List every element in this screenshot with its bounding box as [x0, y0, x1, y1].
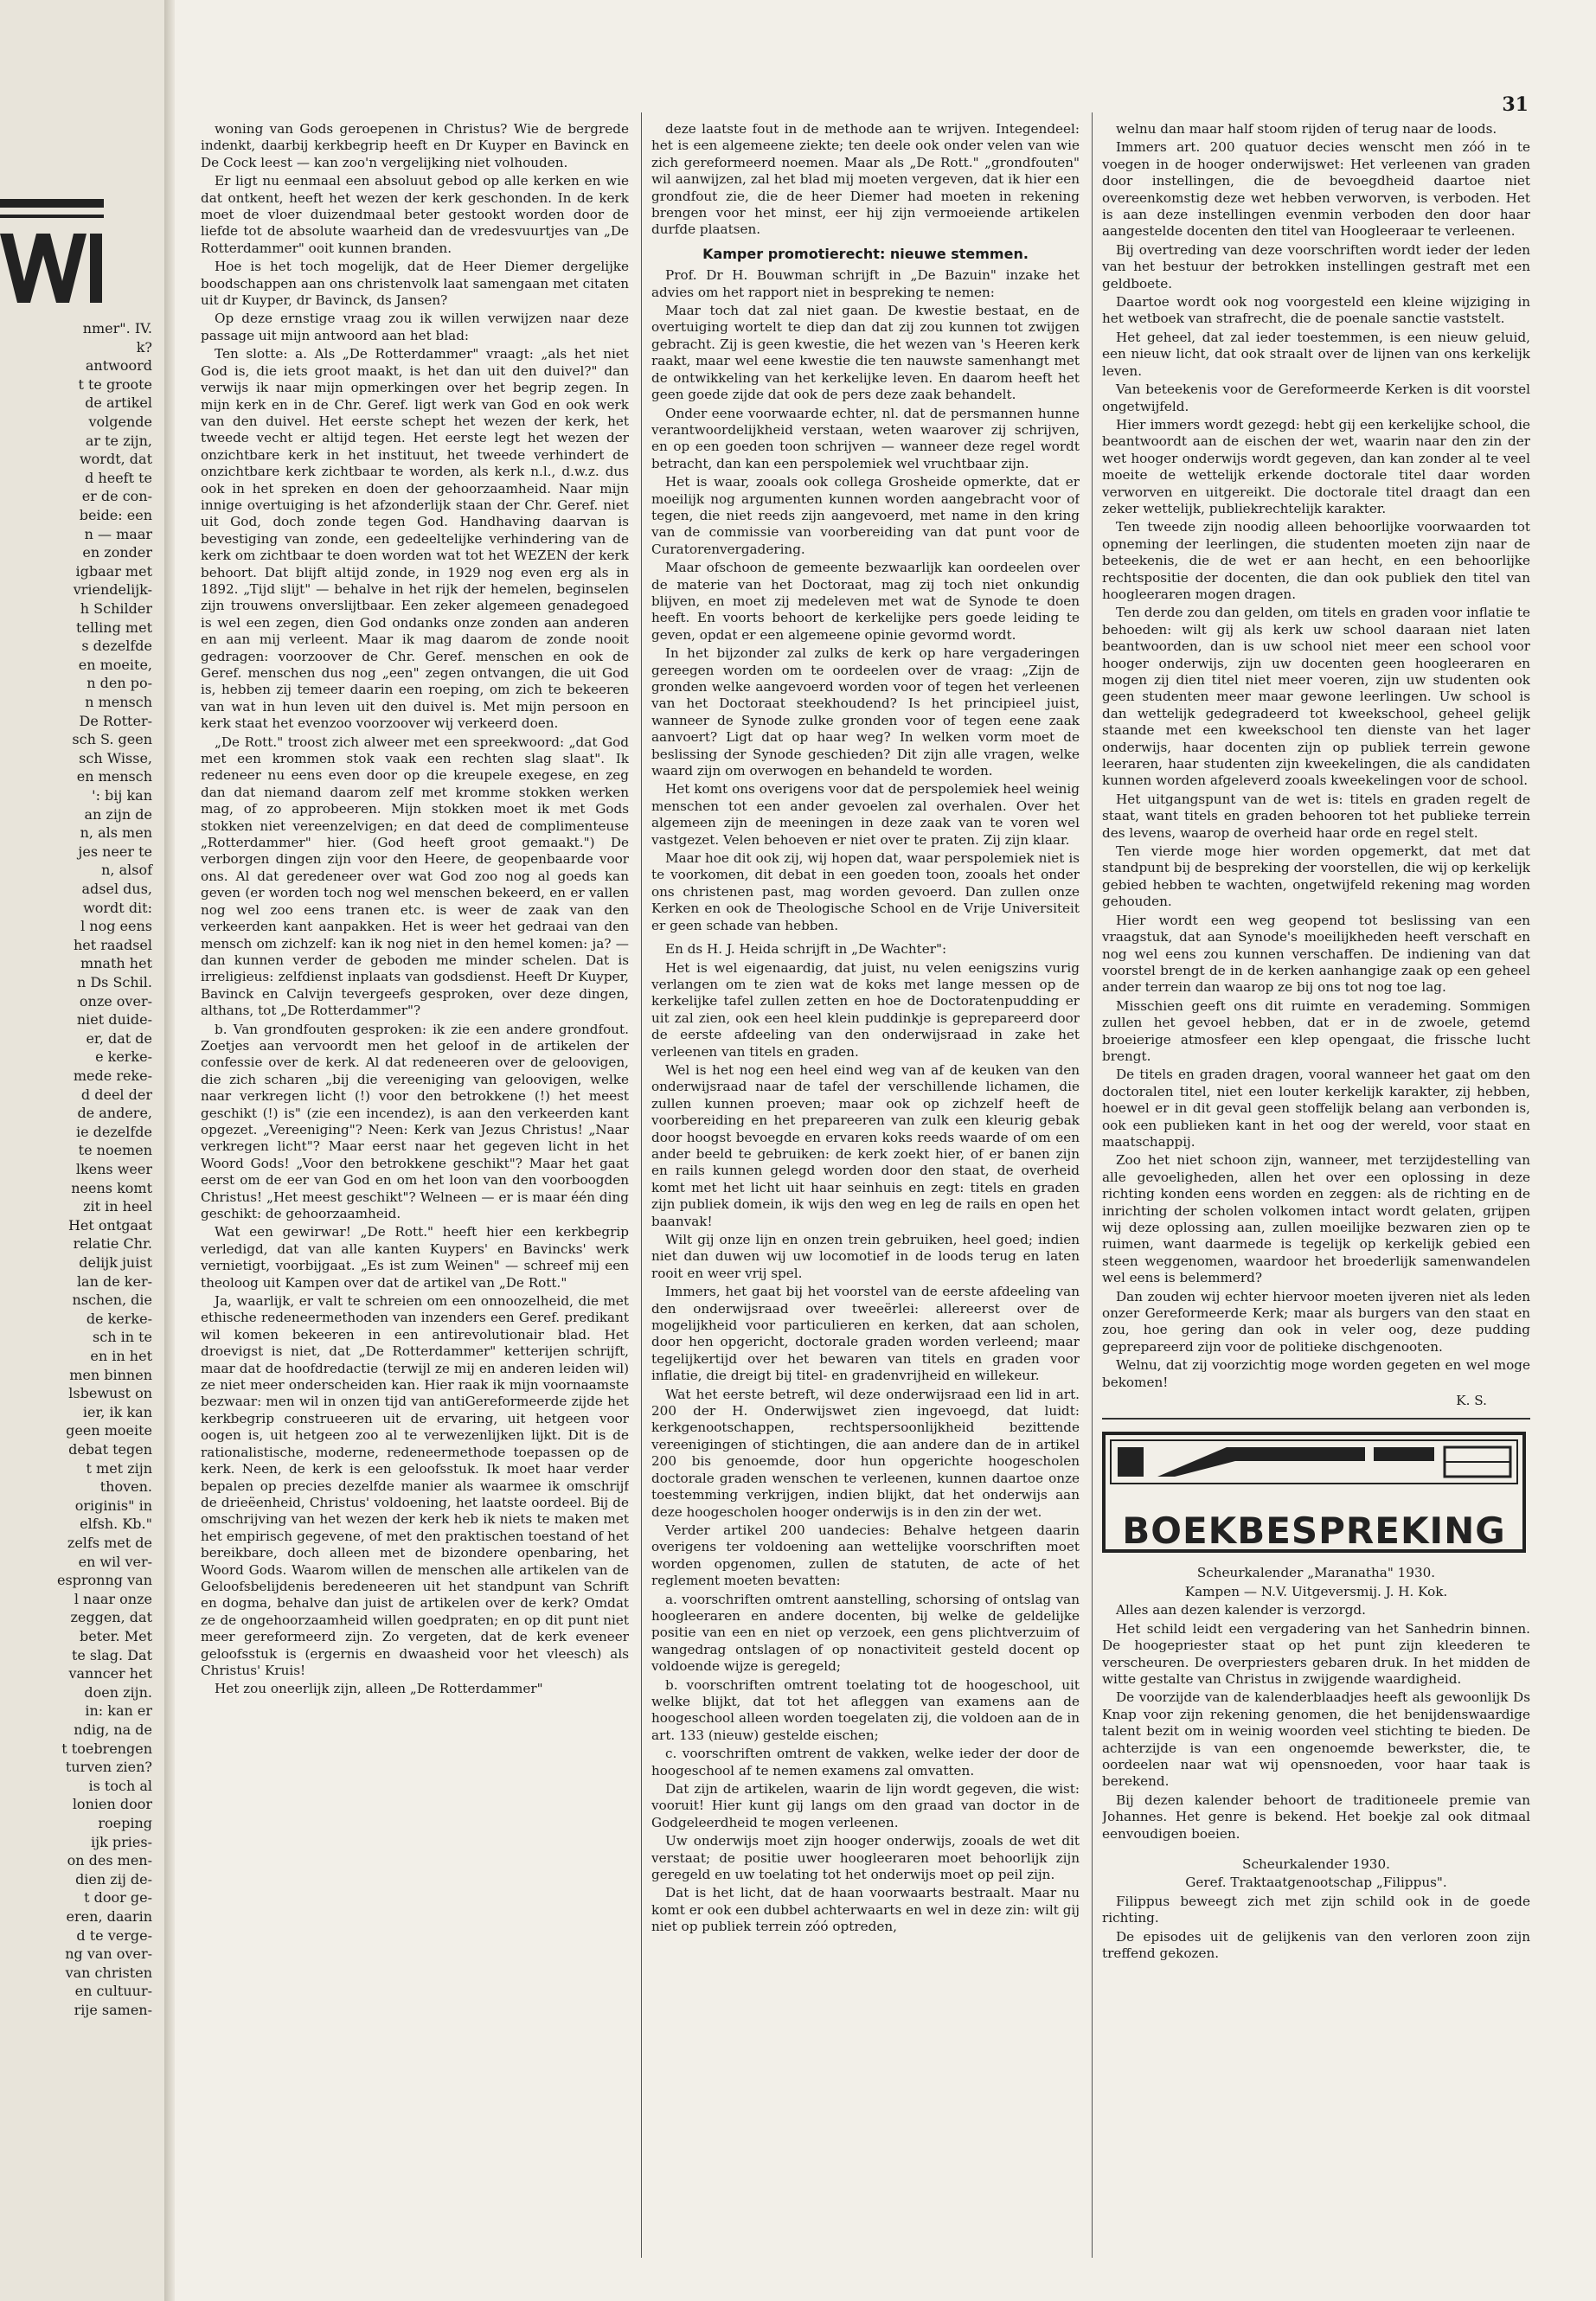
prev-page-line: lsbewust on	[68, 1385, 152, 1402]
prev-page-line: en cultuur-	[74, 1983, 152, 2000]
prev-page-line: mnath het	[80, 955, 152, 972]
prev-page-line: thoven.	[99, 1478, 152, 1496]
masthead-logo-fragment	[0, 199, 104, 311]
prev-page-line: te noemen	[78, 1142, 152, 1159]
paragraph: Het zou oneerlijk zijn, alleen „De Rotterdammer"	[215, 1681, 543, 1697]
prev-page-line: Het ontgaat	[67, 1216, 152, 1234]
paragraph: Immers, het gaat bij het voorstel van de eerste afdeeling van den onderwijsraad over tweeërlei: allereerst over de mogelijkheid voor particulieren en kerken, dat aan scholen, door hen opgericht, doctorale graden worden verleend; maar tegelijkertijd over het bewaren van titels en graden voor inflatie, die dreigt bij titel- en gradenvrijheid en willekeur.	[651, 1284, 1080, 1384]
paragraph: Op deze ernstige vraag zou ik willen verwijzen naar deze passage uit mijn antwoord aan het blad:	[201, 311, 629, 343]
paragraph: Immers art. 200 quatuor decies wenscht men zóó in te voegen in de hooger onderwijswet: Het verleenen van graden door instellingen, die de bevoegdheid daartoe niet overeenkomstig deze wet hebben verworven, is verboden. Het is aan deze instellingen evenmin verboden den door haar aangestelde docenten den titel van Hoogleeraar te verleenen.	[1102, 139, 1530, 240]
quote-intro: En ds H. J. Heida schrijft in „De Wachter":	[665, 941, 947, 958]
prev-page-line: turven zien?	[65, 1759, 152, 1776]
review-publisher: Kampen — N.V. Uitgeversmij. J. H. Kok.	[1184, 1583, 1448, 1599]
banner-title: BOEKBESPREKING	[1122, 1509, 1506, 1553]
review-title: Scheurkalender „Maranatha" 1930.	[1196, 1565, 1436, 1581]
review-publisher: Geref. Traktaatgenootschap „Filippus".	[1185, 1875, 1447, 1891]
prev-page-line: igbaar met	[75, 562, 152, 580]
prev-page-line: on des men-	[67, 1852, 152, 1869]
prev-page-line: ie dezelfde	[75, 1123, 152, 1140]
column-3	[1102, 121, 1530, 2266]
paragraph: Bij dezen kalender behoort de traditioneele premie van Johannes. Het genre is bekend. Het boekje zal ook ditmaal eenvoudigen boeien.	[1102, 1791, 1530, 1842]
prev-page-line: onze over-	[79, 992, 152, 1009]
prev-page-line: nschen, die	[72, 1292, 152, 1309]
prev-page-line: vanncer het	[68, 1665, 152, 1682]
prev-page-line: er, dat de	[86, 1029, 152, 1047]
paragraph: Welnu, dat zij voorzichtig moge worden gegeten en wel moge bekomen!	[1102, 1357, 1530, 1390]
prev-page-line: ng van over-	[65, 1945, 152, 1963]
newspaper-page	[175, 0, 1596, 2301]
prev-page-line: neens komt	[71, 1179, 152, 1196]
paragraph: De episodes uit de gelijkenis van den verloren zoon zijn treffend gekozen.	[1102, 1928, 1530, 1961]
paragraph: Ten derde zou dan gelden, om titels en graden voor inflatie te behoeden: wilt gij als kerk uw school daaraan niet laten beantwoorden, dan is uw school niet meer een school voor hooger onderwijs, zijn uw docenten geen hoogleeraren en mogen zij dien titel niet meer voeren, zijn uw studenten ook geen studenten meer maar gewone leerlingen. Uw school is dan wettelijk gedegradeerd tot kweekschool, geheel gelijk staande met een kweekschool ten dienste van het lager onderwijs, haar docenten zijn op publiek terrein gewone leeraren, haar studenten zijn kweekelingen, die als candidaten kunnen worden afgeleverd zooals kweekelingen voor de school.	[1102, 605, 1530, 789]
prev-page-line: n, als men	[80, 824, 152, 842]
prev-page-line: h Schilder	[80, 600, 152, 617]
prev-page-line: zeggen, dat	[70, 1609, 152, 1626]
prev-page-line: van christen	[65, 1964, 152, 1981]
prev-page-line: k?	[136, 338, 152, 356]
prev-page-line: n, alsof	[101, 862, 152, 879]
prev-page-line: doen zijn.	[84, 1683, 152, 1701]
prev-page-line: dien zij de-	[75, 1870, 152, 1888]
paragraph: b. Van grondfouten gesproken: ik zie een andere grondfout. Zoetjes aan vervoordt men het geloof in de artikelen der confessie over de kerk. Al dat redeneeren over de geloovigen, die zich scharen „bij die vereeniging van geloovigen, welke naar verkregen licht (!) voor den betrokkene (!) het meest geschikt (!) is" (zie een incendez), is aan den verkeerden kant opgezet. „Vereeniging"? Neen: Kerk van Jezus Christus! „Naar verkregen licht"? Maar eerst naar het gegeven licht in het Woord Gods! „Voor den betrokkene geschikt"? Maar het gaat eerst om de eer van God en om het loon van den voorboogden Christus! „Het meest geschikt"? Welneen — er is maar één ding geschikt: de gehoorzaamheid.	[201, 1021, 629, 1221]
prev-page-line: espronng van	[56, 1572, 152, 1589]
prev-page-line: eren, daarin	[66, 1908, 152, 1925]
review-title: Scheurkalender 1930.	[1242, 1856, 1390, 1872]
prev-page-line: t met zijn	[86, 1459, 152, 1477]
paragraph: Maar toch dat zal niet gaan. De kwestie bestaat, en de overtuiging wortelt te diep dan dat zij zou kunnen tot zwijgen gebracht. Zij is geen kwestie, die het wezen van 's Heeren kerk raakt, maar wel eene kwestie die ten nauwste samenhangt met de ontwikkeling van het kerkelijke leven. En daarom heeft het geen goede zijde dat ook de pers deze zaak behandelt.	[651, 303, 1080, 403]
prev-page-line: n Ds Schil.	[76, 974, 152, 990]
prev-page-line: debat tegen	[68, 1441, 152, 1458]
paragraph: Wat een gewirwar! „De Rott." heeft hier een kerkbegrip verledigd, dat van alle kanten Kuypers' en Bavincks' werk vernietigt, voorbijgaat. „Es ist zum Weinen" — schreef mij een theoloog uit Kampen over dat de artikel van „De Rott."	[201, 1224, 629, 1291]
prev-page-line: rije samen-	[74, 2002, 152, 2018]
prev-page-line: en mensch	[76, 768, 152, 785]
prev-page-line: n mensch	[85, 694, 152, 710]
prev-page-line: en wil ver-	[78, 1553, 152, 1570]
paragraph: Wilt gij onze lijn en onzen trein gebruiken, heel goed; indien niet dan duwen wij uw locomotief in de loods terug en laten rooit en weer vrij spel.	[651, 1232, 1080, 1281]
paragraph: Het schild leidt een vergadering van het Sanhedrin binnen. De hoogepriester staat op het punt zijn kleederen te verscheuren. De overpriesters gebaren druk. In het midden de witte gestalte van Christus in zwijgende waardigheid.	[1102, 1620, 1530, 1687]
book-review-1	[1102, 1565, 1530, 1843]
paragraph: Alles aan dezen kalender is verzorgd.	[1116, 1602, 1366, 1618]
prev-page-line: sch S. geen	[72, 731, 152, 748]
paragraph: Hier immers wordt gezegd: hebt gij een kerkelijke school, die beantwoordt aan de eischen der wet, waarin naar den zin der wet hooger onderwijs wordt gegeven, dan kan zonder al te veel moeite de wettelijk erkende doctorale titel daar worden verworven en uitgereikt. Die doctorale titel draagt dan een zeker wettelijk, publiekrechtelijk karakter.	[1102, 416, 1530, 516]
prev-page-line: l naar onze	[74, 1590, 152, 1607]
paragraph: Prof. Dr H. Bouwman schrijft in „De Bazuin" inzake het advies om het rapport niet in bespreking te nemen:	[651, 267, 1080, 300]
paragraph: Het uitgangspunt van de wet is: titels en graden regelt de staat, want titels en graden behooren tot het publieke terrein des levens, waarop de overheid haar orde en regel stelt.	[1102, 791, 1530, 841]
prev-page-line: lonien door	[72, 1796, 152, 1813]
prev-page-line: wordt, dat	[79, 451, 152, 468]
column-rule	[1092, 112, 1093, 2258]
prev-page-line: lkens weer	[75, 1161, 152, 1177]
paragraph: De titels en graden dragen, vooral wanneer het gaat om den doctoralen titel, niet een louter kerkelijk karakter, zij hebben, hoewel er in dit geval geen stoffelijk belang aan verbonden is, ook een publieken kant in het oog der wereld, voor staat en maatschappij.	[1102, 1067, 1530, 1150]
paragraph: Wel is het nog een heel eind weg van af de keuken van den onderwijsraad naar de tafel der verschillende lichamen, die zullen kunnen proeven; maar ook op zichzelf heeft de voorbereiding en het prepareeren van zulk een kleurig gebak door hoogst bevoegde en ervaren koks reeds waarde of om een ander beeld te gebruiken: de kerk zoekt hier, of er banen zijn en rails kunnen gelegd worden door den staat, de overheid komt met het licht uit haar seinhuis en zegt: titels en graden zijn publiek domein, ik wijs den weg en leg de rails en open het baanvak!	[651, 1061, 1080, 1229]
paragraph: Maar ofschoon de gemeente bezwaarlijk kan oordeelen over de materie van het Doctoraat, mag zij toch niet onkundig blijven, en moet zij medeleven met wat de Synode te doen heeft. En voorts behoort de kerkelijke pers goede leiding te geven, opdat er een algemeene opinie gevormd wordt.	[651, 560, 1080, 643]
prev-page-line: ndig, na de	[74, 1721, 152, 1738]
prev-page-line: t te groote	[78, 375, 152, 393]
paragraph: Er ligt nu eenmaal een absoluut gebod op alle kerken en wie dat ontkent, heeft het wezen der kerk geschonden. In de kerk moet de vloer duizendmaal beter gestookt worden door de liefde tot de absolute waarheid dan de vredesvuurtjes van „De Rotterdammer" ooit kunnen branden.	[201, 173, 629, 256]
book-review-banner	[1102, 1432, 1526, 1553]
author-signature: K. S.	[1456, 1393, 1487, 1409]
article-continuation	[201, 121, 629, 1698]
prev-page-line: jes neer te	[78, 843, 152, 860]
prev-page-line: d deel der	[80, 1086, 152, 1103]
column-rule	[641, 112, 642, 2258]
prev-page-line: zit in heel	[83, 1198, 152, 1215]
prev-page-line: d te verge-	[76, 1926, 152, 1944]
prev-page-line: n — maar	[84, 525, 152, 542]
prev-page-line: relatie Chr.	[73, 1235, 152, 1253]
paragraph: Het is waar, zooals ook collega Grosheide opmerkte, dat er moeilijk nog argumenten kunnen worden aangebracht voor of tegen, die niet reeds zijn aangevoerd, met name in den kring van de commissie van voorbereiding van dat punt voor de Curatorenvergadering.	[651, 474, 1080, 557]
prev-page-line: de kerke-	[86, 1310, 152, 1327]
prev-page-line: n den po-	[87, 675, 152, 692]
prev-page-line: er de con-	[81, 488, 152, 505]
paragraph: Bij overtreding van deze voorschriften wordt ieder der leden van het bestuur der betrokken instellingen gestraft met een geldboete.	[1102, 241, 1530, 292]
paragraph: Verder artikel 200 uandecies: Behalve hetgeen daarin overigens ter voldoening aan wettelijke voorschriften moet worden opgenomen, zullen de statuten, de acte of het reglement moeten bevatten:	[651, 1522, 1080, 1589]
section-divider	[1102, 1418, 1530, 1420]
paragraph: Ten vierde moge hier worden opgemerkt, dat met dat standpunt bij de bespreking der voorstellen, die wij op kerkelijk gebied hebben te wachten, ongetwijfeld rekening mag worden gehouden.	[1102, 843, 1530, 910]
prev-page-line: an zijn de	[84, 805, 152, 823]
section-heading: Kamper promotierecht: nieuwe stemmen.	[702, 245, 1029, 262]
prev-page-line: te slag. Dat	[71, 1646, 152, 1663]
prev-page-line: niet duide-	[76, 1011, 152, 1029]
prev-page-line: de andere,	[77, 1105, 152, 1122]
book-review-2	[1102, 1856, 1530, 1962]
paragraph: Uw onderwijs moet zijn hooger onderwijs, zooals de wet dit verstaat; de positie uwer hoogleeraren moet behoorlijk zijn geregeld en uw toelating tot het onderwijs moet op peil zijn.	[651, 1833, 1080, 1883]
prev-page-line: s dezelfde	[81, 638, 152, 655]
paragraph: Het is wel eigenaardig, dat juist, nu velen eenigszins vurig verlangen om te zien wat de koks met lange messen op de kerkelijke tafel zullen zetten en hoe de Doctoratenpudding er uit zal zien, ook een heel klein puddinkje is geprepareerd door de eerste afdeeling van den onderwijsraad in zake het verleenen van titels en graden.	[651, 959, 1080, 1060]
paragraph: Dan zouden wij echter hiervoor moeten ijveren niet als leden onzer Gereformeerde Kerk; maar als burgers van den staat en zou, hoe gering dan ook in veler oog, deze pudding geprepareerd zijn voor de politieke dischgenooten.	[1102, 1288, 1530, 1355]
prev-page-line: men binnen	[69, 1366, 152, 1383]
prev-page-line: is toch al	[88, 1777, 152, 1794]
prev-page-line: zelfs met de	[67, 1535, 152, 1551]
paragraph: „De Rott." troost zich alweer met een spreekwoord: „dat God met een krommen stok vaak een rechten slag slaat". Ik redeneer nu eens even door op die kreupele exegese, en zeg dan dat niemand daarom zelf met kromme stokken werken mag, of zo approbeeren. Mijn stokken moet ik met Gods stokken niet vereenzelvigen; en dat deed de complimenteuse „Rotterdammer" hier. (God heeft groot gemaakt.") De verborgen dingen zijn voor den Heere, de geopenbaarde voor ons. Al dat geredeneer over wat God zoo nog al goeds kan geven (er worden toch nog wel menschen bekeerd, en er vallen nog wel zoo eens tranen etc. is weer de zaak van den verkeerden kant aanpakken. Het is weer het gedraai van den mensch om zichzelf: kan ik nog niet in den hemel komen: ja? — dan kunnen verder de geboden me minder schelen. Dat is irreligieus: zelfdienst inplaats van godsdienst. Heeft Dr Kuyper, Bavinck en Calvijn tevergeefs gesproken, over deze dingen, althans, tot „De Rotterdammer"?	[201, 734, 629, 1019]
paragraph: Het geheel, dat zal ieder toestemmen, is een nieuw geluid, een nieuw licht, dat ook straalt over de lijnen van ons kerkelijk leven.	[1102, 329, 1530, 379]
column-1	[201, 121, 629, 2266]
prev-page-line: en in het	[90, 1348, 152, 1364]
paragraph: Zoo het niet schoon zijn, wanneer, met terzijdestelling van alle gevoeligheden, allen het over een oplossing in deze richting konden eens worden en zeggen: als de richting en de inrichting der scholen volkomen intact wordt gelaten, grijpen wij deze oplossing aan, zullen moeilijke bezwaren zien op te ruimen, want daarmede is tegelijk op kerkelijk gebied een steen weggenomen, waardoor het broederlijk samenwandelen wel eens is belemmerd?	[1102, 1152, 1530, 1286]
prev-page-line: sch in te	[93, 1329, 152, 1346]
prev-page-line: mede reke-	[73, 1067, 152, 1084]
paragraph: Filippus beweegt zich met zijn schild ook in de goede richting.	[1102, 1893, 1530, 1926]
prev-page-line: roeping	[98, 1815, 152, 1831]
paragraph: a. voorschriften omtrent aanstelling, schorsing of ontslag van hoogleeraren en andere docenten, bij welke de geldelijke positie van een en niet op verzoek, een gens plichtverzuim of wangedrag ontslagen of op nonactiviteit gesteld docent op voldoende wijze is geregeld;	[651, 1591, 1080, 1675]
page-gutter	[164, 0, 175, 2301]
paragraph: Hier wordt een weg geopend tot beslissing van een vraagstuk, dat aan Synode's moeilijkheden heeft verschaft en nog wel eens zou kunnen verschaffen. De indiening van dat voorstel brengt de in de kerken aanhangige zaak op een geheel ander terrein dan waarop ze bij ons tot nog toe lag.	[1102, 912, 1530, 996]
prev-page-line: originis" in	[74, 1497, 152, 1514]
paragraph: De voorzijde van de kalenderblaadjes heeft als gewoonlijk Ds Knap voor zijn rekening genomen, die het benijdenswaardige talent bezit om in weinig woorden veel stichting te bieden. De achterzijde is van een ongenoemde bewerkster, die, te oordeelen naar wat wij opensnoeden, voor haar taak is berekend.	[1102, 1689, 1530, 1790]
paragraph: Misschien geeft ons dit ruimte en verademing. Sommigen zullen het gevoel hebben, dat er in de zwoele, getemd broeierige atmosfeer een klep opengaat, die frissche lucht brengt.	[1102, 997, 1530, 1064]
paragraph: Ten slotte: a. Als „De Rotterdammer" vraagt: „als het niet God is, die iets groot maakt, is het dan uit den duivel?" dan verwijs ik naar mijn opmerkingen over het begrip zegen. In mijn kerk en in de Chr. Geref. ligt werk van God en ook werk van den duivel. Het eerste schept het wezen der kerk, het tweede vecht er altijd tegen. Het eerste legt het wezen der onzichtbare kerk in het instituut, het tweede verhindert de onzichtbare kerk zichtbaar te worden, als kerk n.l., d.w.z. dus ook in het spreken en doen der gehoorzaamheid. Naar mijn innige overtuiging is het afzonderlijk staan der Chr. Geref. niet uit God, doch zonde tegen God. Handhaving daarvan is bevestiging van zonde, een gedeeltelijke verhindering van de kerk om zichtbaar te doen worden wat tot het WEZEN der kerk behoort. Dat blijft altijd zonde, in 1929 nog even erg als in 1892. „Tijd slijt" — behalve in het rijk der hemelen, beginselen zijn trouwens onverslijtbaar. Een zeker algemeen genadegoed is wel een zegen, dien God ondanks onze zonden aan anderen en aan mij verleent. Maar ik mag daarom de zonde nooit gedragen: voorzoover de Chr. Geref. menschen en ook de Geref. menschen dus nog „een" zegen ontvangen, die uit God is, hebben zij temeer daarin een roeping, om zich te bekeeren van wat in hun leven uit den duivel is. Met mijn persoon en kerk staat het evenzoo voorzoover wij verkeerd doen.	[201, 346, 629, 732]
prev-page-line: de artikel	[85, 394, 152, 412]
prev-page-line: geen moeite	[66, 1422, 152, 1439]
paragraph: Dat is het licht, dat de haan voorwaarts bestraalt. Maar nu komt er ook een dubbel achterwaarts en wel in deze zin: wilt gij niet op publiek terrein zóó optreden,	[651, 1885, 1080, 1935]
prev-page-line: het raadsel	[73, 936, 152, 953]
paragraph: Maar hoe dit ook zij, wij hopen dat, waar perspolemiek niet is te voorkomen, dit debat in een goeden toon, zooals het onder ons christenen past, mag worden gevoerd. Dan zullen onze Kerken en ook de Theologische School en de Vrije Universiteit er geen schade van hebben.	[651, 850, 1080, 933]
prev-page-line: ier, ik kan	[82, 1403, 152, 1420]
paragraph: c. voorschriften omtrent de vakken, welke ieder der door de hoogeschool af te nemen examens zal omvatten.	[651, 1746, 1080, 1779]
prev-page-line: telling met	[76, 619, 152, 636]
prev-page-line: wordt dit:	[83, 899, 152, 916]
prev-page-line: in: kan er	[85, 1702, 152, 1720]
paragraph: Hoe is het toch mogelijk, dat de Heer Diemer dergelijke boodschappen aan ons christenvolk laat samengaan met citaten uit dr Kuyper, dr Bavinck, ds Jansen?	[201, 259, 629, 309]
prev-page-line: delijk juist	[79, 1254, 152, 1271]
prev-page-line: e kerke-	[95, 1048, 152, 1066]
prev-page-line: De Rotter-	[79, 712, 152, 729]
previous-page-fragment	[0, 0, 164, 2301]
paragraph: Dat zijn de artikelen, waarin de lijn wordt gegeven, die wist: vooruit! Hier kunt gij langs om den graad van doctor in de Godgeleerdheid te mogen verleenen.	[651, 1781, 1080, 1830]
prev-page-line: nmer". IV.	[82, 320, 152, 336]
paragraph: Ja, waarlijk, er valt te schreien om een onnoozelheid, die met ethische redeneermethoden van inzenders een Geref. predikant wil komen bekeeren in een antirevolutionair blad. Het droevigst is niet, dat „De Rotterdammer" ketterijen schrijft, maar dat de hoofdredactie (terwijl ze mij en anderen leiden wil) ze niet meer onderscheiden kan. Hier raak ik mijn voornaamste bezwaar: men wil in onzen tijd van antiGereformeerde zijde het kerkbegrip construeeren uit de ervaring, uit hetgeen voor oogen is, uit hetgeen zoo al te verwezenlijken lijkt. Dit is de rationalistische, moderne, redeneermethode toepassen op de kerk. Neen, de kerk is een geloofsstuk. Ik moet haar verder bepalen op precies dezelfde manier als waarmee ik omschrijf de drieëenheid, Christus' voldoening, het laatste oordeel. Bij de omschrijving van het wezen der kerk heb ik niets te maken met het empirisch gegevene, of met den praktischen toestand of het bereikbare, doch alleen met de bizondere openbaring, het Woord Gods. Waarom willen de menschen alle artikelen van de Geloofsbelijdenis beredeneeren uit het standpunt van Schrift en dogma, behalve dan juist de artikelen over de kerk? Omdat ze de ongehoorzaamheid willen goedpraten; en op dit punt niet meer gereformeerd zijn. Zo vergeten, dat de kerk eveneer geloofsstuk is (ergernis en dwaasheid voor het vleesch) als Christus' Kruis!	[201, 1293, 629, 1678]
paragraph: b. voorschriften omtrent toelating tot de hoogeschool, uit welke blijkt, dat tot het afleggen van examens aan de hoogeschool alleen worden toegelaten zij, die voldoen aan de in art. 133 (nieuw) gestelde eischen;	[651, 1676, 1080, 1743]
prev-page-line: volgende	[88, 413, 152, 430]
prev-page-line: vriendelijk-	[73, 581, 152, 599]
prev-page-line: en moeite,	[78, 656, 152, 673]
prev-page-line: ijk pries-	[91, 1833, 152, 1850]
page-number: 31	[1502, 93, 1529, 116]
paragraph: In het bijzonder zal zulks de kerk op hare vergaderingen gereegen worden om te oordeelen over de vraag: „Zijn de gronden welke aangevoerd worden voor of tegen het verleenen van het Doctoraat steekhoudend? Is het principieel juist, wanneer de Synode zulke gronden voor of tegen eene zaak aanvoert? Ligt dat op haar weg? In welken vorm moet de beslissing der Synode geschieden? Dit zijn alle vragen, welke waard zijn om overwogen en behandeld te worden.	[651, 645, 1080, 779]
paragraph: Van beteekenis voor de Gereformeerde Kerken is dit voorstel ongetwijfeld.	[1102, 381, 1530, 414]
paragraph: deze laatste fout in de methode aan te wrijven. Integendeel: het is een algemeene ziekte; ten deele ook onder velen van wie zich gereformeerd noemen. Maar als „De Rott." „grondfouten" wil aanwijzen, zal het blad mij moeten vergeven, dat ik hier een grondfout zie, die de heer Diemer had moeten in rekening brengen voor het minst, eer hij zijn vermoeiende artikelen durfde plaatsen.	[651, 121, 1080, 238]
paragraph: Het komt ons overigens voor dat de perspolemiek heel weinig menschen tot een ander gevoelen zal overhalen. Over het algemeen zijn de meeningen in deze zaak van te voren wel vastgezet. Velen behoeven er niet over te praten. Zij zijn klaar.	[651, 781, 1080, 848]
prev-page-line: en zonder	[82, 544, 152, 561]
prev-page-line: ': bij kan	[92, 787, 152, 804]
prev-page-line: beide: een	[79, 507, 152, 523]
paragraph: Onder eene voorwaarde echter, nl. dat de persmannen hunne verantwoordelijkheid verstaan, weten waarover zij schrijven, en op een goeden toon schrijven — wanneer deze regel wordt betracht, dan kan een perspolemiek wel vruchtbaar zijn.	[651, 405, 1080, 471]
prev-page-line: adsel dus,	[81, 881, 152, 897]
paragraph: Daartoe wordt ook nog voorgesteld een kleine wijziging in het wetboek van strafrecht, die de poenale sanctie vaststelt.	[1102, 294, 1530, 327]
paragraph: Ten tweede zijn noodig alleen behoorlijke voorwaarden tot opneming der leerlingen, die studenten moeten zijn naar de beteekenis, die de wet er aan hecht, en een behoorlijke rechtspositie der docenten, die dan ook publiek den titel van hoogleeraren mogen dragen.	[1102, 519, 1530, 602]
prev-page-line: sch Wisse,	[79, 749, 152, 766]
paragraph: woning van Gods geroepenen in Christus? Wie de bergrede indenkt, daarbij kerkbegrip heeft en Dr Kuyper en Bavinck en De Cock leest — kan zoo'n vergelijking niet volhouden.	[201, 121, 629, 170]
prev-page-line: beter. Met	[80, 1628, 152, 1644]
prev-page-line: lan de ker-	[76, 1272, 152, 1290]
prev-page-line: l nog eens	[80, 918, 152, 935]
prev-page-line: ar te zijn,	[85, 432, 152, 449]
prev-page-line: d heeft te	[85, 469, 152, 486]
prev-page-line: t toebrengen	[61, 1740, 152, 1757]
column-2	[651, 121, 1080, 2266]
paragraph: welnu dan maar half stoom rijden of terug naar de loods.	[1116, 121, 1497, 137]
prev-page-line: antwoord	[85, 357, 152, 375]
prev-page-line: elfsh. Kb."	[80, 1516, 152, 1533]
paragraph: Wat het eerste betreft, wil deze onderwijsraad een lid in art. 200 der H. Onderwijswet zien ingevoegd, dat luidt: kerkgenootschappen, rechtspersoonlijkheid bezittende vereenigingen of stichtingen, die aan andere dan de in artikel 200 bis genoemde, door hun opgerichte hoogescholen doctorale graden wenschen te verleenen, kunnen daartoe onze toestemming verkrijgen, indien blijkt, dat het onderwijs aan deze hoogescholen hooger onderwijs is in den zin der wet.	[651, 1386, 1080, 1520]
prev-page-line: t door ge-	[84, 1889, 152, 1907]
